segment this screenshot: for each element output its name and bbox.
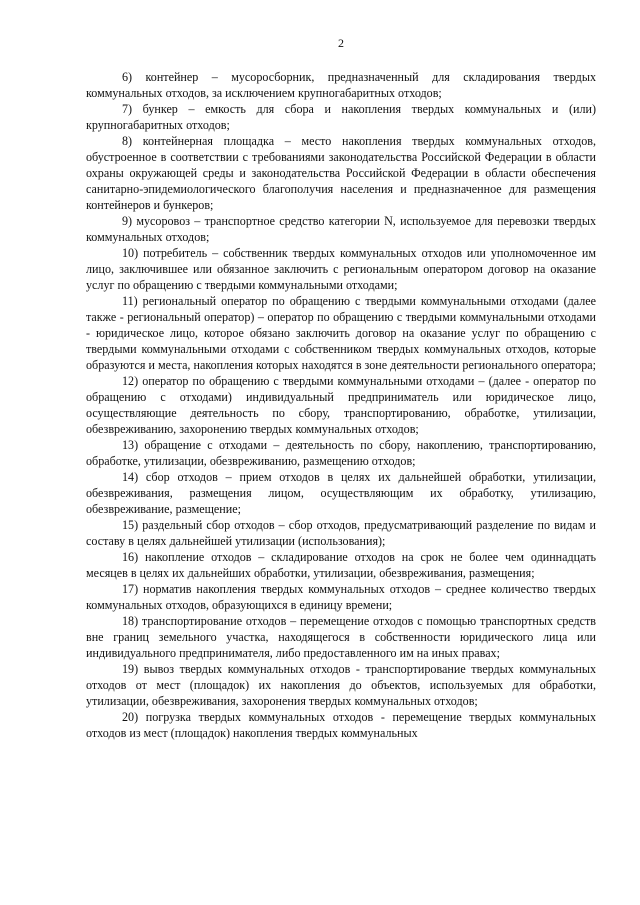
paragraph-item-17: 17) норматив накопления твердых коммунальных отходов – среднее количество твердых коммунальных отходов, образующихся в единицу времени;: [86, 582, 596, 612]
paragraph-item-16: 16) накопление отходов – складирование отходов на срок не более чем одиннадцать месяцев в целях их дальнейших обработки, утилизации, обезвреживания, размещения;: [86, 550, 596, 580]
paragraph-item-7: 7) бункер – емкость для сбора и накопления твердых коммунальных и (или) крупногабаритных отходов;: [86, 102, 596, 132]
paragraph-item-9: 9) мусоровоз – транспортное средство категории N, используемое для перевозки твердых коммунальных отходов;: [86, 214, 596, 244]
paragraph-item-11: 11) региональный оператор по обращению с твердыми коммунальными отходами (далее также - региональный оператор) – оператор по обращению с твердыми коммунальными отходами - юридическое лицо, которое обязано заключить договор на оказание услуг по обращению с твердыми коммунальными отходами с собственником твердых коммунальных отходов, которые образуются и места, накопления которых находятся в зоне деятельности регионального оператора;: [86, 294, 597, 372]
paragraph-item-19: 19) вывоз твердых коммунальных отходов - транспортирование твердых коммунальных отходов от мест (площадок) их накопления до объектов, используемых для обработки, утилизации, обезвреживания, захоронения твердых коммунальных отходов;: [86, 662, 596, 708]
page-number: 2: [338, 36, 344, 50]
paragraph-item-12: 12) оператор по обращению с твердыми коммунальными отходами – (далее - оператор по обращению с отходами) индивидуальный предприниматель или юридическое лицо, осуществляющие деятельность по сбору, транспортированию, обработке, утилизации, обезвреживанию, захоронению твердых коммунальных отходов;: [86, 374, 596, 436]
paragraph-item-6: 6) контейнер – мусоросборник, предназначенный для складирования твердых коммунальных отходов, за исключением крупногабаритных отходов;: [86, 70, 596, 100]
paragraph-item-13: 13) обращение с отходами – деятельность по сбору, накоплению, транспортированию, обработке, утилизации, обезвреживанию, размещению отходов;: [86, 438, 596, 468]
paragraph-item-15: 15) раздельный сбор отходов – сбор отходов, предусматривающий разделение по видам и составу в целях дальнейшей утилизации (использования);: [86, 518, 596, 548]
paragraph-item-18: 18) транспортирование отходов – перемещение отходов с помощью транспортных средств вне границ земельного участка, находящегося в собственности юридического лица или индивидуального предпринимателя, либо предоставленного им на иных правах;: [86, 614, 596, 660]
paragraph-item-20: 20) погрузка твердых коммунальных отходов - перемещение твердых коммунальных отходов из мест (площадок) накопления твердых коммунальных: [86, 710, 596, 740]
paragraph-item-8: 8) контейнерная площадка – место накопления твердых коммунальных отходов, обустроенное в соответствии с требованиями законодательства Российской Федерации в области охраны окружающей среды и законодательства Российской Федерации в области обеспечения санитарно-эпидемиологического благополучия населения и предназначенное для размещения контейнеров и бункеров;: [86, 134, 596, 212]
paragraph-item-14: 14) сбор отходов – прием отходов в целях их дальнейшей обработки, утилизации, обезвреживания, размещения лицом, осуществляющим их обработку, утилизацию, обезвреживание, размещение;: [86, 470, 596, 516]
paragraph-item-10: 10) потребитель – собственник твердых коммунальных отходов или уполномоченное им лицо, заключившее или обязанное заключить с региональным оператором договор на оказание услуг по обращению с твердыми коммунальными отходами;: [86, 246, 596, 292]
